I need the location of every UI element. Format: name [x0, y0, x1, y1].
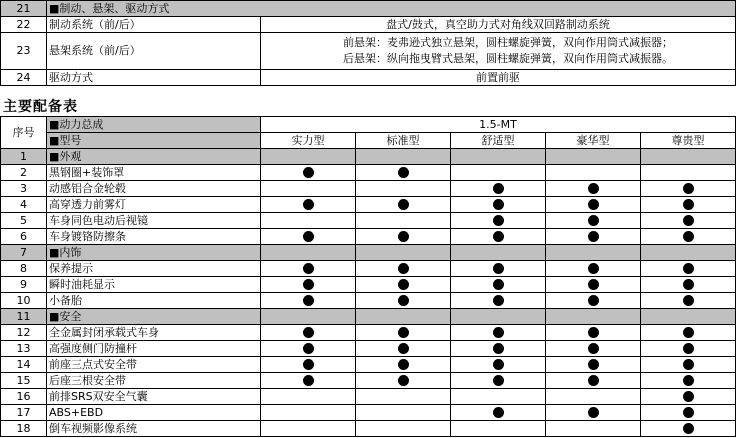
standard-dot-icon: [493, 407, 504, 418]
feature-label: 车身同色电动后视镜: [47, 213, 261, 229]
availability-cell: [356, 309, 451, 325]
standard-dot-icon: [303, 167, 314, 178]
feature-row: [1, 389, 736, 405]
feature-row: [1, 293, 736, 309]
availability-cell: [261, 149, 356, 165]
availability-cell: [451, 261, 546, 277]
header-row-model: [1, 133, 736, 149]
availability-cell: [546, 277, 641, 293]
spec-row-value: 盘式/鼓式，真空助力式对角线双回路制动系统: [261, 17, 736, 33]
row-number: 18: [1, 421, 47, 437]
availability-cell: [261, 165, 356, 181]
standard-dot-icon: [588, 279, 599, 290]
availability-cell: [451, 213, 546, 229]
powertrain-value: 1.5-MT: [261, 117, 736, 133]
feature-label: 黑钢圈+装饰罩: [47, 165, 261, 181]
availability-cell: [546, 309, 641, 325]
feature-row: [1, 373, 736, 389]
standard-dot-icon: [303, 375, 314, 386]
feature-label: 小备胎: [47, 293, 261, 309]
availability-cell: [641, 197, 736, 213]
availability-cell: [451, 165, 546, 181]
standard-dot-icon: [303, 263, 314, 274]
availability-cell: [261, 421, 356, 437]
standard-dot-icon: [493, 359, 504, 370]
trim-header: 豪华型: [546, 133, 641, 149]
section-title: 主要配备表: [3, 99, 78, 115]
standard-dot-icon: [493, 183, 504, 194]
standard-dot-icon: [683, 263, 694, 274]
standard-dot-icon: [683, 375, 694, 386]
availability-cell: [451, 277, 546, 293]
availability-cell: [641, 405, 736, 421]
availability-cell: [451, 389, 546, 405]
standard-dot-icon: [303, 359, 314, 370]
standard-dot-icon: [493, 375, 504, 386]
feature-label: 高强度侧门防撞杆: [47, 341, 261, 357]
feature-label: 前座三点式安全带: [47, 357, 261, 373]
standard-dot-icon: [303, 199, 314, 210]
row-number: 8: [1, 261, 47, 277]
availability-cell: [546, 373, 641, 389]
availability-cell: [261, 245, 356, 261]
category-row: [1, 149, 736, 165]
standard-dot-icon: [303, 327, 314, 338]
availability-cell: [546, 229, 641, 245]
equipment-table: [0, 116, 736, 437]
availability-cell: [451, 325, 546, 341]
spec-row: [1, 33, 736, 70]
spec-row-number: 21: [1, 1, 47, 17]
standard-dot-icon: [683, 295, 694, 306]
standard-dot-icon: [683, 407, 694, 418]
spec-row-label: ■制动、悬架、驱动方式: [47, 1, 736, 17]
standard-dot-icon: [588, 215, 599, 226]
standard-dot-icon: [683, 215, 694, 226]
availability-cell: [546, 261, 641, 277]
standard-dot-icon: [398, 327, 409, 338]
powertrain-label: ■动力总成: [47, 117, 261, 133]
availability-cell: [641, 309, 736, 325]
availability-cell: [451, 357, 546, 373]
availability-cell: [641, 165, 736, 181]
availability-cell: [641, 293, 736, 309]
standard-dot-icon: [588, 295, 599, 306]
availability-cell: [261, 293, 356, 309]
row-number: 15: [1, 373, 47, 389]
category-label: ■外观: [47, 149, 261, 165]
standard-dot-icon: [493, 327, 504, 338]
availability-cell: [641, 277, 736, 293]
availability-cell: [356, 293, 451, 309]
standard-dot-icon: [398, 359, 409, 370]
row-number: 9: [1, 277, 47, 293]
standard-dot-icon: [588, 375, 599, 386]
availability-cell: [451, 405, 546, 421]
availability-cell: [546, 165, 641, 181]
availability-cell: [356, 181, 451, 197]
availability-cell: [451, 421, 546, 437]
availability-cell: [356, 357, 451, 373]
header-row-powertrain: [1, 117, 736, 133]
standard-dot-icon: [683, 279, 694, 290]
standard-dot-icon: [588, 343, 599, 354]
standard-dot-icon: [303, 295, 314, 306]
availability-cell: [356, 421, 451, 437]
availability-cell: [546, 341, 641, 357]
availability-cell: [356, 277, 451, 293]
availability-cell: [546, 293, 641, 309]
availability-cell: [546, 357, 641, 373]
standard-dot-icon: [683, 391, 694, 402]
standard-dot-icon: [398, 295, 409, 306]
trim-header: 标准型: [356, 133, 451, 149]
availability-cell: [356, 341, 451, 357]
standard-dot-icon: [398, 167, 409, 178]
availability-cell: [546, 149, 641, 165]
model-label: ■型号: [47, 133, 261, 149]
availability-cell: [356, 213, 451, 229]
row-number: 6: [1, 229, 47, 245]
category-label: ■内饰: [47, 245, 261, 261]
availability-cell: [451, 229, 546, 245]
row-number: 1: [1, 149, 47, 165]
spec-row-value: [261, 33, 736, 70]
standard-dot-icon: [588, 327, 599, 338]
availability-cell: [546, 197, 641, 213]
feature-label: 高穿透力前雾灯: [47, 197, 261, 213]
standard-dot-icon: [588, 359, 599, 370]
standard-dot-icon: [588, 407, 599, 418]
row-number: 13: [1, 341, 47, 357]
spec-row: [1, 1, 736, 17]
availability-cell: [641, 213, 736, 229]
availability-cell: [261, 277, 356, 293]
availability-cell: [641, 261, 736, 277]
availability-cell: [641, 325, 736, 341]
standard-dot-icon: [398, 343, 409, 354]
availability-cell: [546, 405, 641, 421]
feature-label: 倒车视频影像系统: [47, 421, 261, 437]
feature-row: [1, 165, 736, 181]
availability-cell: [641, 373, 736, 389]
seq-header: 序号: [1, 117, 47, 149]
feature-label: ABS+EBD: [47, 405, 261, 421]
standard-dot-icon: [683, 343, 694, 354]
row-number: 10: [1, 293, 47, 309]
spec-value-line: 前悬架：麦弗逊式独立悬架，圆柱螺旋弹簧，双向作用筒式减振器；: [343, 36, 673, 49]
availability-cell: [546, 181, 641, 197]
row-number: 2: [1, 165, 47, 181]
category-label: ■安全: [47, 309, 261, 325]
availability-cell: [356, 245, 451, 261]
availability-cell: [261, 405, 356, 421]
feature-row: [1, 341, 736, 357]
spec-row-number: 22: [1, 17, 47, 33]
availability-cell: [356, 229, 451, 245]
row-number: 16: [1, 389, 47, 405]
availability-cell: [261, 341, 356, 357]
standard-dot-icon: [588, 183, 599, 194]
category-row: [1, 245, 736, 261]
row-number: 3: [1, 181, 47, 197]
availability-cell: [356, 389, 451, 405]
availability-cell: [546, 389, 641, 405]
availability-cell: [261, 325, 356, 341]
spec-row-label: 悬架系统（前/后）: [47, 33, 261, 70]
standard-dot-icon: [303, 343, 314, 354]
feature-row: [1, 229, 736, 245]
availability-cell: [356, 405, 451, 421]
row-number: 4: [1, 197, 47, 213]
availability-cell: [261, 229, 356, 245]
standard-dot-icon: [683, 183, 694, 194]
standard-dot-icon: [683, 231, 694, 242]
standard-dot-icon: [588, 231, 599, 242]
spec-row-value: 前置前驱: [261, 70, 736, 86]
feature-label: 前排SRS双安全气囊: [47, 389, 261, 405]
availability-cell: [451, 181, 546, 197]
standard-dot-icon: [398, 375, 409, 386]
availability-cell: [451, 245, 546, 261]
feature-row: [1, 197, 736, 213]
availability-cell: [451, 309, 546, 325]
standard-dot-icon: [683, 199, 694, 210]
availability-cell: [356, 325, 451, 341]
feature-row: [1, 357, 736, 373]
standard-dot-icon: [493, 279, 504, 290]
feature-row: [1, 405, 736, 421]
spec-row-label: 制动系统（前/后）: [47, 17, 261, 33]
feature-row: [1, 277, 736, 293]
feature-row: [1, 213, 736, 229]
availability-cell: [641, 421, 736, 437]
feature-label: 全金属封闭承载式车身: [47, 325, 261, 341]
availability-cell: [641, 181, 736, 197]
availability-cell: [261, 309, 356, 325]
standard-dot-icon: [493, 263, 504, 274]
standard-dot-icon: [398, 231, 409, 242]
row-number: 7: [1, 245, 47, 261]
standard-dot-icon: [398, 263, 409, 274]
standard-dot-icon: [683, 423, 694, 434]
availability-cell: [261, 213, 356, 229]
spec-row: [1, 17, 736, 33]
availability-cell: [356, 261, 451, 277]
availability-cell: [261, 373, 356, 389]
spec-row: [1, 70, 736, 86]
standard-dot-icon: [683, 327, 694, 338]
row-number: 12: [1, 325, 47, 341]
availability-cell: [451, 149, 546, 165]
spec-value-line: 后悬架：纵向拖曳臂式悬架，圆柱螺旋弹簧，双向作用筒式减振器。: [343, 52, 673, 65]
standard-dot-icon: [493, 199, 504, 210]
spec-table: [0, 0, 736, 86]
spec-row-number: 24: [1, 70, 47, 86]
availability-cell: [356, 373, 451, 389]
availability-cell: [546, 213, 641, 229]
feature-row: [1, 325, 736, 341]
standard-dot-icon: [303, 231, 314, 242]
availability-cell: [451, 197, 546, 213]
row-number: 17: [1, 405, 47, 421]
feature-label: 动感铝合金轮毂: [47, 181, 261, 197]
feature-label: 瞬时油耗显示: [47, 277, 261, 293]
availability-cell: [451, 341, 546, 357]
feature-row: [1, 261, 736, 277]
row-number: 11: [1, 309, 47, 325]
availability-cell: [641, 149, 736, 165]
row-number: 5: [1, 213, 47, 229]
availability-cell: [451, 293, 546, 309]
availability-cell: [546, 325, 641, 341]
standard-dot-icon: [398, 279, 409, 290]
feature-label: 后座三根安全带: [47, 373, 261, 389]
availability-cell: [356, 165, 451, 181]
standard-dot-icon: [588, 199, 599, 210]
availability-cell: [546, 245, 641, 261]
standard-dot-icon: [683, 359, 694, 370]
availability-cell: [641, 357, 736, 373]
feature-row: [1, 181, 736, 197]
standard-dot-icon: [493, 295, 504, 306]
trim-header: 尊贵型: [641, 133, 736, 149]
availability-cell: [261, 389, 356, 405]
category-row: [1, 309, 736, 325]
availability-cell: [261, 261, 356, 277]
availability-cell: [451, 373, 546, 389]
trim-header: 舒适型: [451, 133, 546, 149]
availability-cell: [261, 181, 356, 197]
availability-cell: [641, 245, 736, 261]
availability-cell: [641, 341, 736, 357]
feature-label: 车身镀铬防擦条: [47, 229, 261, 245]
availability-cell: [261, 357, 356, 373]
availability-cell: [546, 421, 641, 437]
row-number: 14: [1, 357, 47, 373]
feature-row: [1, 421, 736, 437]
standard-dot-icon: [398, 199, 409, 210]
trim-header: 实力型: [261, 133, 356, 149]
availability-cell: [356, 197, 451, 213]
standard-dot-icon: [493, 215, 504, 226]
standard-dot-icon: [588, 263, 599, 274]
spec-row-label: 驱动方式: [47, 70, 261, 86]
availability-cell: [261, 197, 356, 213]
standard-dot-icon: [303, 279, 314, 290]
standard-dot-icon: [493, 343, 504, 354]
availability-cell: [641, 229, 736, 245]
availability-cell: [356, 149, 451, 165]
spec-row-number: 23: [1, 33, 47, 70]
standard-dot-icon: [493, 231, 504, 242]
availability-cell: [641, 389, 736, 405]
feature-label: 保养提示: [47, 261, 261, 277]
